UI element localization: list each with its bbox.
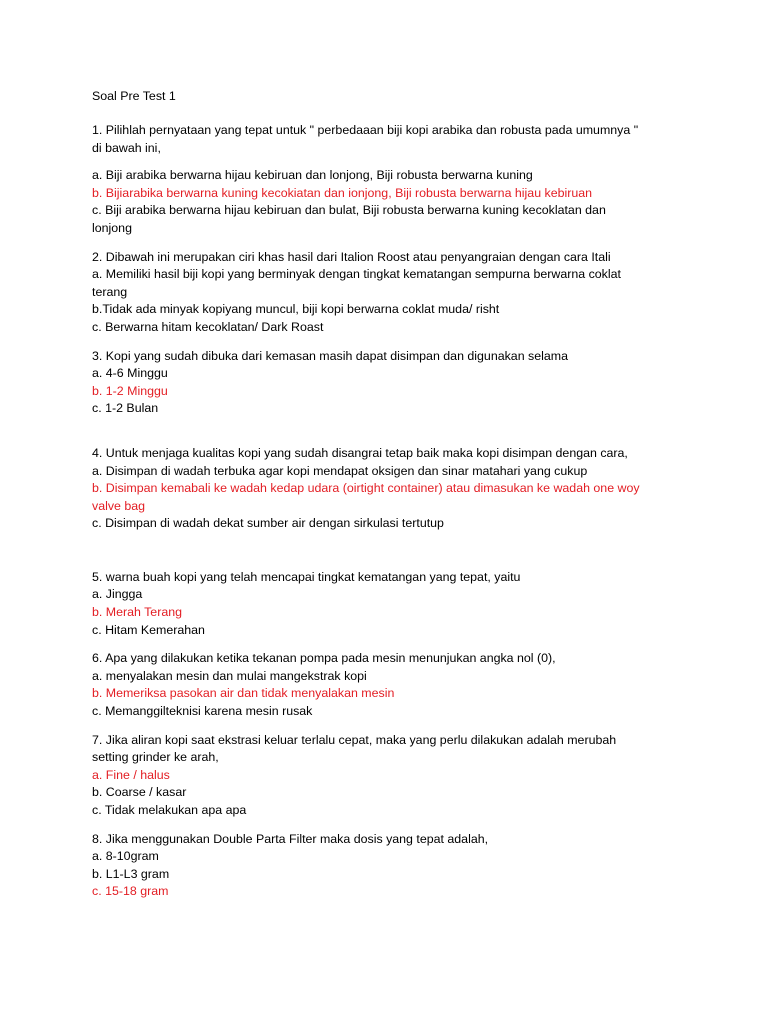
question-text: 6. Apa yang dilakukan ketika tekanan pompa pada mesin menunjukan angka nol (0), [92,651,556,666]
option-a: a. menyalakan mesin dan mulai mangekstrak kopi [92,668,367,683]
question-3 [92,348,682,418]
option-a: a. 4-6 Minggu [92,366,168,381]
question-text: 3. Kopi yang sudah dibuka dari kemasan masih dapat disimpan dan digunakan selama [92,348,568,363]
question-4 [92,445,682,533]
document-title: Soal Pre Test 1 [92,89,176,103]
question-text: 2. Dibawah ini merupakan ciri khas hasil dari Italion Roost atau penyangraian dengan cara Itali [92,249,611,264]
question-7 [92,732,682,820]
option-c: c. Hitam Kemerahan [92,622,205,637]
question-text: setting grinder ke arah, [92,750,219,765]
option-c: c. Tidak melakukan apa apa [92,803,247,817]
option-a-correct-answer: a. Fine / halus [92,767,170,782]
question-text: 7. Jika aliran kopi saat ekstrasi keluar terlalu cepat, maka yang perlu dilakukan adalah merubah [92,732,617,747]
option-c: c. Biji arabika berwarna hijau kebiruan dan bulat, Biji robusta berwarna kuning kecoklatan dan [92,203,606,218]
option-b-correct-answer: b. Memeriksa pasokan air dan tidak menyalakan mesin [92,686,395,701]
option-c: c. Memanggilteknisi karena mesin rusak [92,704,313,719]
question-1 [92,122,682,238]
question-8 [92,831,682,901]
option-b-correct-answer: b. 1-2 Minggu [92,383,168,398]
question-5 [92,569,682,639]
option-b-correct-answer: b. Merah Terang [92,605,183,620]
option-a: a. Memiliki hasil biji kopi yang berminyak dengan tingkat kematangan sempurna berwarna coklat [92,267,621,282]
question-6 [92,650,682,720]
question-text: 8. Jika menggunakan Double Parta Filter maka dosis yang tepat adalah, [92,831,489,846]
option-a: a. Jingga [92,587,143,602]
option-c: c. Berwarna hitam kecoklatan/ Dark Roast [92,319,324,334]
option-a: a. Biji arabika berwarna hijau kebiruan dan lonjong, Biji robusta berwarna kuning [92,168,533,183]
option-a: a. 8-10gram [92,849,159,864]
question-text: 4. Untuk menjaga kualitas kopi yang sudah disangrai tetap baik maka kopi disimpan dengan cara, [92,445,628,460]
option-b: b. L1-L3 gram [92,866,170,881]
question-text: 1. Pilihlah pernyataan yang tepat untuk " perbedaaan biji kopi arabika dan robusta pada umumnya " [92,123,639,137]
option-c-correct-answer: c. 15-18 gram [92,884,169,899]
option-b: b.Tidak ada minyak kopiyang muncul, biji kopi berwarna coklat muda/ risht [92,302,500,317]
option-c: c. Disimpan di wadah dekat sumber air dengan sirkulasi tertutup [92,516,444,531]
question-text: di bawah ini, [92,140,161,155]
question-2 [92,249,682,337]
option-a: terang [92,284,128,299]
option-c: lonjong [92,220,132,235]
option-b-correct-answer: valve bag [92,498,146,513]
option-b-correct-answer: b. Disimpan kemabali ke wadah kedap udara (oirtight container) atau dimasukan ke wadah one woy [92,481,640,496]
question-text: 5. warna buah kopi yang telah mencapai tingkat kematangan yang tepat, yaitu [92,569,521,584]
option-a: a. Disimpan di wadah terbuka agar kopi mendapat oksigen dan sinar matahari yang cukup [92,463,588,478]
option-b: b. Coarse / kasar [92,785,187,800]
option-c: c. 1-2 Bulan [92,401,159,416]
question-list [92,122,682,901]
option-b-correct-answer: b. Bijiarabika berwarna kuning kecokiatan dan ionjong, Biji robusta berwarna hijau kebiruan [92,185,593,200]
